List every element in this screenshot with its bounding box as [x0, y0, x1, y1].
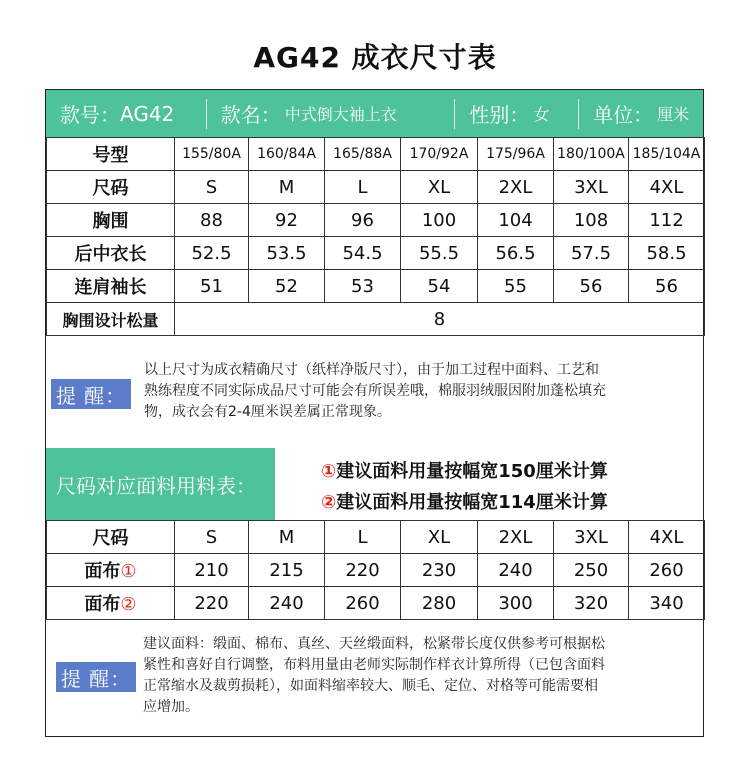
table-cell: 250 [554, 554, 629, 587]
table-cell: 55.5 [401, 237, 478, 270]
table-cell: 220 [175, 587, 249, 620]
table-cell: 56 [629, 270, 705, 303]
ease-value: 8 [175, 303, 705, 336]
fabric-note-line-1 [321, 457, 608, 483]
reminder-line: 以上尺寸为成衣精确尺寸（纸样净版尺寸），由于加工过程中面料、工艺和 [144, 362, 599, 378]
reminder-text [144, 360, 699, 423]
size-row [47, 138, 705, 171]
reminder-line: 紧性和喜好自行调整，布料用量由老师实际制作样衣计算所得（已包含面料 [143, 657, 605, 673]
gender-value: 女 [533, 105, 550, 124]
row-label [47, 554, 175, 587]
table-cell: 52 [249, 270, 325, 303]
size-row [47, 171, 705, 204]
table-cell: L [325, 171, 401, 204]
table-cell: 3XL [554, 521, 629, 554]
table-cell: 4XL [629, 171, 705, 204]
style-name-label: 款名： [220, 103, 281, 127]
table-cell: 180/100A [554, 138, 629, 171]
table-cell: 2XL [478, 171, 554, 204]
table-cell: 240 [249, 587, 325, 620]
row-label-text: 面布 [84, 561, 121, 582]
reminder-block-1 [46, 342, 704, 440]
style-no-cell [46, 90, 206, 137]
fabric-note-text: 建议面料用量按幅宽150厘米计算 [336, 461, 608, 482]
ease-label: 胸围设计松量 [47, 303, 175, 336]
size-table [46, 137, 705, 336]
table-cell: 56 [554, 270, 629, 303]
row-label: 连肩袖长 [47, 270, 175, 303]
fabric-table [46, 520, 705, 620]
table-cell: S [175, 521, 249, 554]
table-cell: L [325, 521, 401, 554]
table-cell: 100 [401, 204, 478, 237]
gender-cell [455, 90, 578, 137]
table-cell: 230 [401, 554, 478, 587]
table-cell: XL [401, 521, 478, 554]
info-header-bar [46, 90, 703, 137]
row-label: 尺码 [47, 171, 175, 204]
table-cell: 96 [325, 204, 401, 237]
table-cell: 53.5 [249, 237, 325, 270]
table-cell: M [249, 521, 325, 554]
reminder-text [143, 634, 699, 718]
table-cell: 52.5 [175, 237, 249, 270]
table-cell: 215 [249, 554, 325, 587]
table-cell: 92 [249, 204, 325, 237]
gender-label: 性别： [469, 103, 530, 127]
style-no-value: AG42 [120, 101, 175, 126]
row-label: 尺码 [47, 521, 175, 554]
row-label: 胸围 [47, 204, 175, 237]
fabric-usage-row [47, 554, 705, 587]
circle-marker: ② [120, 594, 137, 615]
table-cell: S [175, 171, 249, 204]
circle-marker: ① [120, 561, 137, 582]
table-cell: 3XL [554, 171, 629, 204]
unit-cell [579, 90, 703, 137]
style-name-value: 中式倒大袖上衣 [284, 105, 397, 124]
table-cell: 108 [554, 204, 629, 237]
table-cell: 260 [629, 554, 705, 587]
reminder-block-2 [46, 622, 704, 734]
table-cell: 280 [401, 587, 478, 620]
table-cell: 104 [478, 204, 554, 237]
row-label [47, 587, 175, 620]
table-cell: 320 [554, 587, 629, 620]
ease-row [47, 303, 705, 336]
table-cell: 57.5 [554, 237, 629, 270]
unit-value: 厘米 [657, 105, 690, 124]
table-cell: 112 [629, 204, 705, 237]
table-cell: 58.5 [629, 237, 705, 270]
table-cell: M [249, 171, 325, 204]
size-row [47, 270, 705, 303]
table-cell: 53 [325, 270, 401, 303]
table-cell: 55 [478, 270, 554, 303]
row-label: 后中衣长 [47, 237, 175, 270]
table-cell: 54 [401, 270, 478, 303]
reminder-line: 熟练程度不同实际成品尺寸可能会有所误差哦，棉服羽绒服因附加蓬松填充 [144, 383, 606, 399]
table-cell: 165/88A [325, 138, 401, 171]
size-chart-frame [45, 89, 704, 737]
circle-2-marker: ② [321, 492, 337, 513]
reminder-tag: 提 醒： [56, 662, 136, 692]
table-cell: 240 [478, 554, 554, 587]
table-cell: 56.5 [478, 237, 554, 270]
row-label: 号型 [47, 138, 175, 171]
size-row [47, 204, 705, 237]
table-cell: 170/92A [401, 138, 478, 171]
table-cell: 260 [325, 587, 401, 620]
table-cell: 210 [175, 554, 249, 587]
table-cell: 2XL [478, 521, 554, 554]
row-label-text: 面布 [84, 594, 121, 615]
fabric-note-text: 建议面料用量按幅宽114厘米计算 [336, 492, 608, 513]
table-cell: 220 [325, 554, 401, 587]
table-cell: 340 [629, 587, 705, 620]
table-cell: 185/104A [629, 138, 705, 171]
fabric-header-row [47, 521, 705, 554]
table-cell: 4XL [629, 521, 705, 554]
reminder-line: 应增加。 [143, 699, 199, 715]
table-cell: 155/80A [175, 138, 249, 171]
reminder-tag: 提 醒： [51, 379, 131, 409]
page-title: AG42 成衣尺寸表 [253, 41, 497, 74]
style-name-cell [207, 90, 455, 137]
table-cell: XL [401, 171, 478, 204]
table-cell: 175/96A [478, 138, 554, 171]
table-cell: 51 [175, 270, 249, 303]
circle-1-marker: ① [321, 461, 337, 482]
reminder-line: 建议面料：缎面、棉布、真丝、天丝缎面料，松紧带长度仅供参考可根据松 [143, 636, 605, 652]
fabric-note-line-2 [321, 488, 608, 514]
reminder-line: 正常缩水及裁剪损耗），如面料缩率较大、顺毛、定位、对格等可能需要相 [143, 678, 598, 694]
fabric-band-title: 尺码对应面料用料表： [46, 448, 275, 520]
fabric-usage-row [47, 587, 705, 620]
table-cell: 160/84A [249, 138, 325, 171]
unit-label: 单位： [593, 103, 654, 127]
style-no-label: 款号： [60, 103, 120, 127]
fabric-usage-band [46, 448, 704, 520]
table-cell: 88 [175, 204, 249, 237]
size-row [47, 237, 705, 270]
table-cell: 54.5 [325, 237, 401, 270]
table-cell: 300 [478, 587, 554, 620]
reminder-line: 物，成衣会有2-4厘米误差属正常现象。 [144, 404, 391, 420]
